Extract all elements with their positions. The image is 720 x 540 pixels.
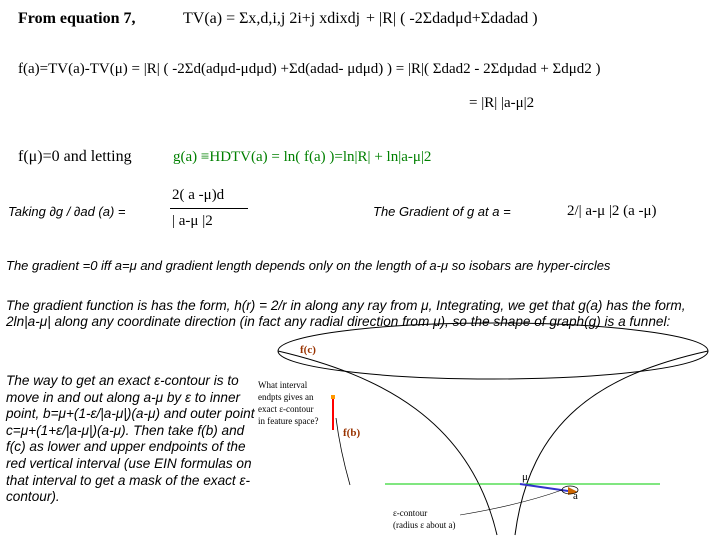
- gradient-function-text: The gradient function is has the form, h(r) = 2/r in along any ray from μ, Integrating, we get that g(a) has the form, 2ln|a-μ| along any coordinate direction (in fact any radial direction from μ), so the shape of graph(g) is a funnel:: [6, 298, 686, 329]
- hdtv-definition: g(a) ≡HDTV(a) = ln( f(a) )=ln|R| + ln|a-μ|2: [173, 149, 432, 165]
- partial-derivative-label: Taking ∂g / ∂ad (a) =: [8, 204, 126, 219]
- fa-expansion: f(a)=TV(a)-TV(μ) = |R| ( -2Σd(adμd-μdμd) +Σd(adad- μdμd) ) = |R|( Σdad2 - 2Σdμdad + Σdμd2 ): [18, 61, 601, 77]
- epsilon-pointer: [460, 490, 562, 515]
- mu-to-a-arrow: [520, 484, 568, 491]
- epsilon-label-1: ε-contour: [393, 508, 428, 518]
- fraction-denominator: | a-μ |2: [172, 213, 213, 229]
- label-fb: f(b): [343, 427, 361, 439]
- question-line-3: exact ε-contour: [258, 404, 314, 414]
- gradient-value: 2/| a-μ |2 (a -μ): [567, 203, 657, 219]
- fa-result: = |R| |a-μ|2: [469, 95, 535, 111]
- from-equation-label: From equation 7,: [18, 10, 136, 27]
- tv-formula-rest: + |R| ( -2Σdadμd+Σdadad ): [366, 10, 538, 27]
- tv-formula: TV(a) = Σx,d,i,j 2i+j xdixdj: [183, 10, 361, 27]
- question-line-1: What interval: [258, 380, 308, 390]
- label-fc: f(c): [300, 344, 316, 356]
- fraction-numerator: 2( a -μ)d: [172, 187, 225, 203]
- label-a: a: [573, 490, 578, 502]
- interval-top-marker: [331, 395, 335, 399]
- epsilon-label-2: (radius ε about a): [393, 520, 456, 530]
- question-line-2: endpts gives an: [258, 392, 314, 402]
- exact-contour-text: The way to get an exact ε-contour is to move in and out along a-μ by ε to inner point, b=μ+(1-ε/|a-μ|)(a-μ) and outer point c=μ+(1+ε/|a-μ|)(a-μ). Then take f(b) and f(c) as lower and upper endpoints of the red vertical interval (use EIN formulas on that interval to get a mask of the exact ε-contour).: [6, 373, 255, 505]
- gradient-zero-text: The gradient =0 iff a=μ and gradient length depends only on the length of a-μ so isobars are hyper-circles: [6, 258, 611, 273]
- question-line-4: in feature space?: [258, 416, 319, 426]
- gradient-label: The Gradient of g at a =: [373, 204, 511, 219]
- f-mu-condition: f(μ)=0 and letting: [18, 148, 132, 165]
- label-mu: μ: [522, 471, 528, 483]
